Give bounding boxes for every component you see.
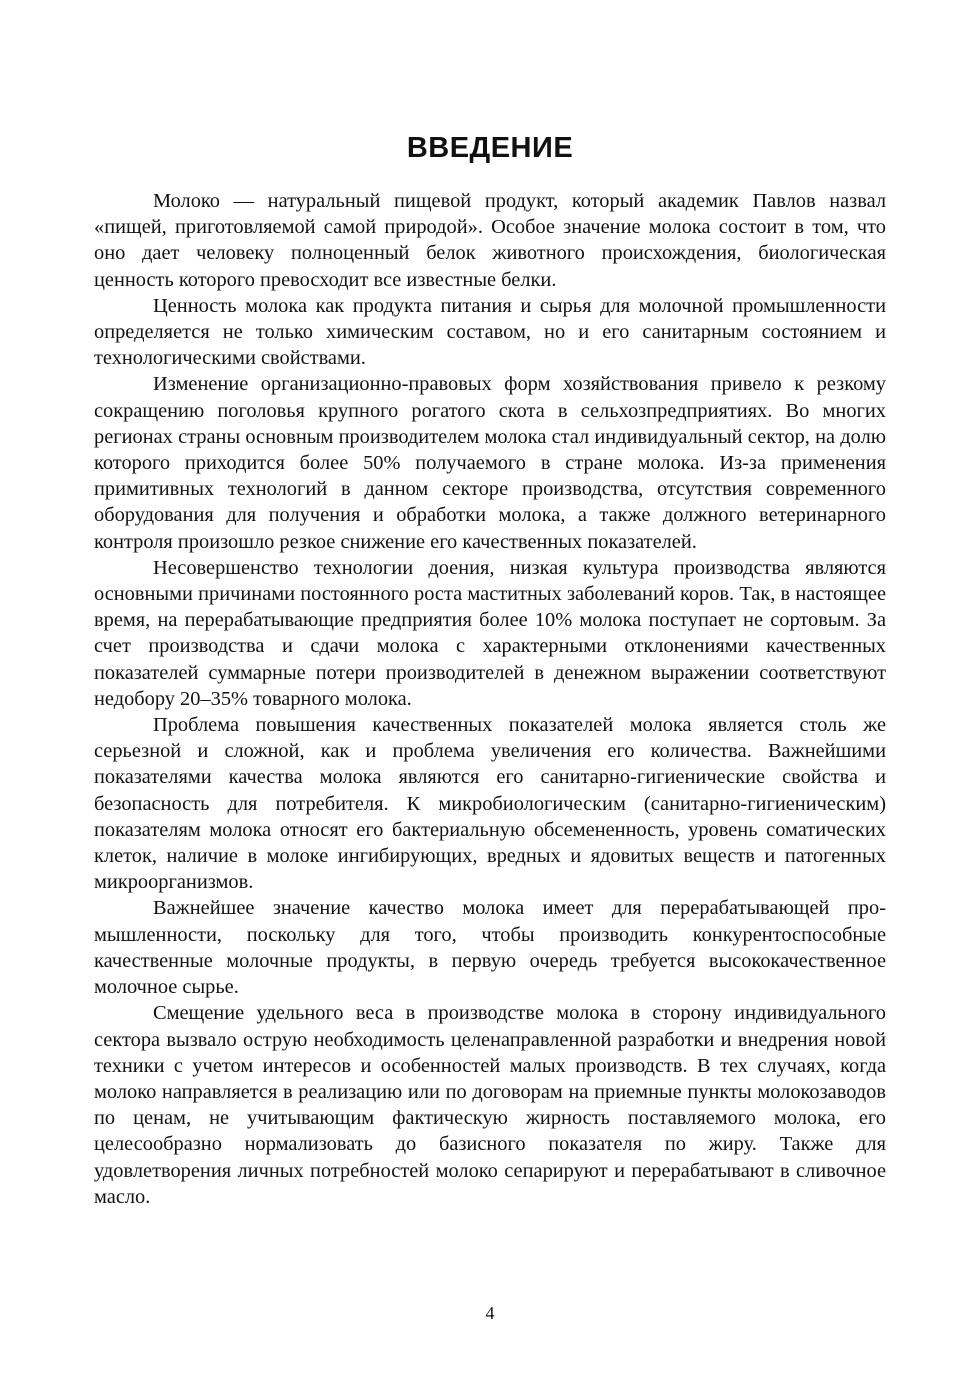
body-text [94,188,886,1210]
paragraph: Молоко — натуральный пищевой продукт, который академик Павлов назвал «пищей, приготовляемой самой природой». Особое значение молока состоит в том, что оно дает человеку полноценный белок животного происхождения, биологическая ценность которого превосходит все известные белки. [94,190,886,291]
paragraph: Смещение удельного веса в производстве молока в сторону индивидуального сектора вызвало острую необходимость целенаправленной разработки и внедрения новой техники с учетом интересов и особенностей малых производств. В тех случаях, когда молоко направляется в реализацию или по договорам на приемные пункты молокозаводов по ценам, не учитывающим фактическую жирность поставляемого молока, его целесообразно нормализовать до базисного показателя по жиру. Также для удовлетворения личных потребностей молоко сепарируют и перерабатывают в сливочное масло. [94,1002,886,1208]
paragraph: Ценность молока как продукта питания и сырья для молочной промышленности определяется не только химическим составом, но и его санитарным состоянием и технологическими свойствами. [94,294,886,370]
page-number: 4 [485,1303,495,1323]
paragraph: Проблема повышения качественных показателей молока является столь же серьезной и сложной, как и проблема увеличения его количества. Важнейшими показателями качества молока являются его санитарно-гигиенические свойства и безопасность для потребителя. К микробиологическим (санитарно-гигиеническим) показателям молока относят его бактериальную обсемененность, уровень соматических клеток, наличие в молоке ингибирующих, вредных и ядовитых веществ и патогенных микроорганизмов. [94,714,886,894]
paragraph: Важнейшее значение качество молока имеет для перерабатывающей промышленности, поскольку для того, чтобы производить конкурентоспособные качественные молочные продукты, в первую очередь требуется высококачественное молочное сырье. [94,897,886,999]
page-title: ВВЕДЕНИЕ [406,132,574,164]
paragraph: Несовершенство технологии доения, низкая культура производства являются основными причинами постоянного роста маститных заболеваний коров. Так, в настоящее время, на перерабатывающие предприятия более 10% молока поступает не сортовым. За счет производства и сдачи молока с характерными отклонениями качественных показателей суммарные потери производителей в денежном выражении соответствуют недобору 20–35% товарного молока. [94,556,886,710]
paragraph: Изменение организационно-правовых форм хозяйствования привело к резкому сокращению поголовья крупного рогатого скота в сельхозпредприятиях. Во многих регионах страны основным производителем молока стал индивидуальный сектор, на долю которого приходится более 50% получаемого в стране молока. Из-за применения примитивных технологий в данном секторе производства, отсутствия современного оборудования для получения и обработки молока, а также должного ветеринарного контроля произошло резкое снижение его качественных показателей. [94,373,886,553]
